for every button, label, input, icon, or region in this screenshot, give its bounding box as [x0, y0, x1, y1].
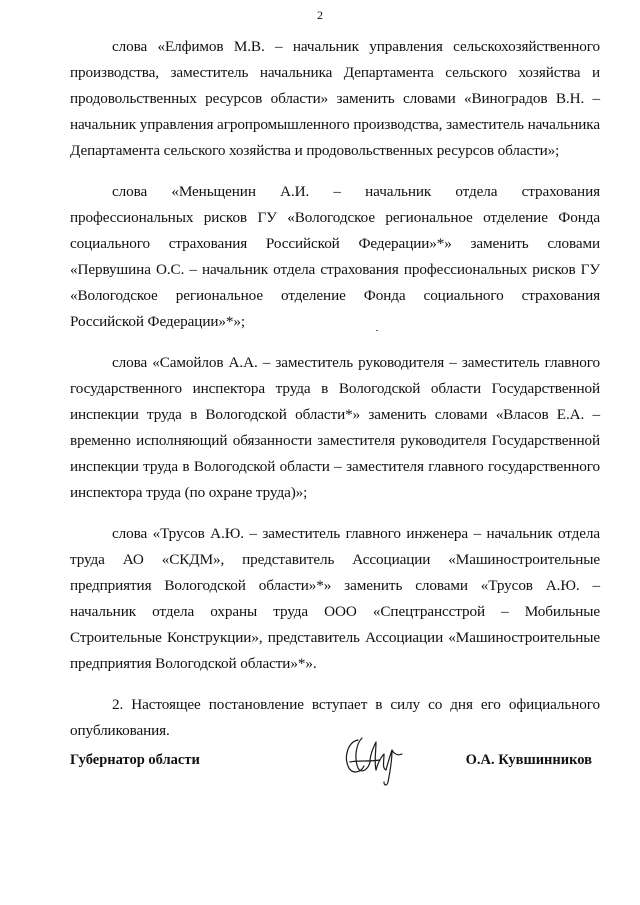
signatory-name: О.А. Кувшинников	[465, 752, 592, 768]
signature-block	[70, 752, 600, 772]
handwritten-signature	[340, 732, 410, 788]
paragraph-samoylov: слова «Самойлов А.А. – заместитель руководителя – заместитель главного государственного инспектора труда в Вологодской области Государственной инспекции труда в Вологодской области*» заменить словами «Власов Е.А. – временно исполняющий обязанности заместителя руководителя Государственной инспекции труда в Вологодской области – заместителя главного государственного инспектора труда (по охране труда)»;	[70, 354, 600, 501]
signatory-title: Губернатор области	[70, 752, 200, 768]
page-number: 2	[317, 8, 323, 22]
paragraph-menshchenin: слова «Меньщенин А.И. – начальник отдела страхования профессиональных рисков ГУ «Вологодское региональное отделение Фонда социального страхования Российской Федерации»*» заменить словами «Первушина О.С. – начальник отдела страхования профессиональных рисков ГУ «Вологодское региональное отделение Фонда социального страхования Российской Федерации»*»;	[70, 183, 600, 330]
paragraph-elfimov: слова «Елфимов М.В. – начальник управления сельскохозяйственного производства, заместитель начальника Департамента сельского хозяйства и продовольственных ресурсов области» заменить словами «Виноградов В.Н. – начальник управления агропромышленного производства, заместитель начальника Департамента сельского хозяйства и продовольственных ресурсов области»;	[70, 38, 600, 159]
paragraph-effective-date: 2. Настоящее постановление вступает в силу со дня его официального опубликования.	[70, 696, 600, 739]
paragraph-trusov: слова «Трусов А.Ю. – заместитель главного инженера – начальник отдела труда АО «СКДМ», представитель Ассоциации «Машиностроительные предприятия Вологодской области»*» заменить словами «Трусов А.Ю. – начальник отдела охраны труда ООО «Спецтрансстрой – Мобильные Строительные Конструкции», представитель Ассоциации «Машиностроительные предприятия Вологодской области»*».	[70, 525, 600, 672]
scan-speck	[376, 330, 378, 331]
document-body	[70, 34, 600, 759]
